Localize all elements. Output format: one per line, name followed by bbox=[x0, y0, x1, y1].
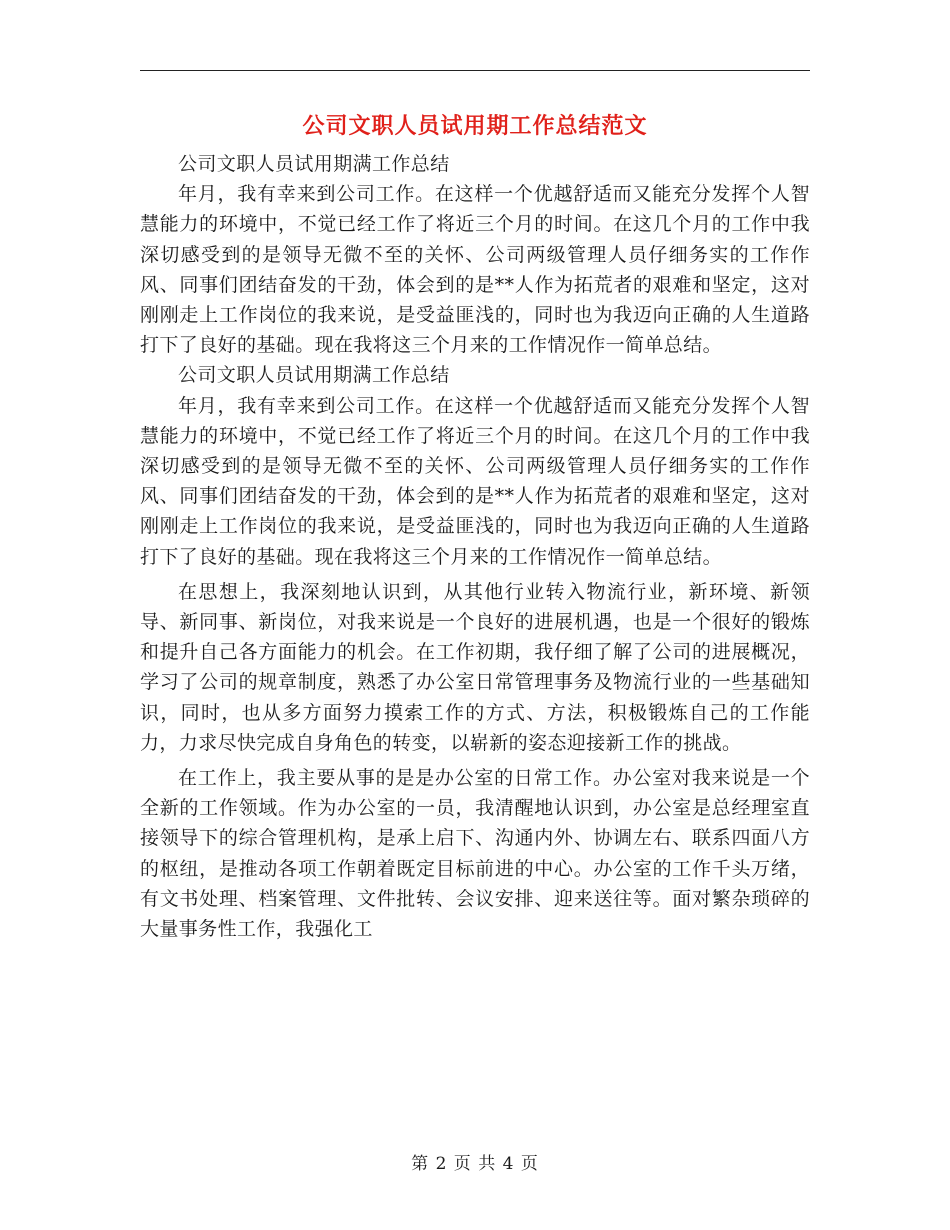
page-footer bbox=[0, 1152, 950, 1176]
paragraph-heading: 公司文职人员试用期满工作总结 bbox=[178, 364, 450, 387]
paragraph: 在工作上，我主要从事的是是办公室的日常工作。办公室对我来说是一个全新的工作领域。作为办公室的一员，我清醒地认识到，办公室是总经理室直接领导下的综合管理机构，是承上启下、沟通内外、协调左右、联系四面八方的枢纽，是推动各项工作朝着既定目标前进的中心。办公室的工作千头万绪，有文书处理、档案管理、文件批转、会议安排、迎来送往等。面对繁杂琐碎的大量事务性工作，我强化工 bbox=[140, 767, 810, 941]
header-rule bbox=[140, 70, 810, 71]
paragraph: 年月，我有幸来到公司工作。在这样一个优越舒适而又能充分发挥个人智慧能力的环境中，不觉已经工作了将近三个月的时间。在这几个月的工作中我深切感受到的是领导无微不至的关怀、公司两级管理人员仔细务实的工作作风、同事们团结奋发的干劲，体会到的是**人作为拓荒者的艰难和坚定，这对刚刚走上工作岗位的我来说，是受益匪浅的，同时也为我迈向正确的人生道路打下了良好的基础。现在我将这三个月来的工作情况作一简单总结。 bbox=[140, 394, 810, 568]
paragraph: 年月，我有幸来到公司工作。在这样一个优越舒适而又能充分发挥个人智慧能力的环境中，不觉已经工作了将近三个月的时间。在这几个月的工作中我深切感受到的是领导无微不至的关怀、公司两级管理人员仔细务实的工作作风、同事们团结奋发的干劲，体会到的是**人作为拓荒者的艰难和坚定，这对刚刚走上工作岗位的我来说，是受益匪浅的，同时也为我迈向正确的人生道路打下了良好的基础。现在我将这三个月来的工作情况作一简单总结。 bbox=[140, 183, 810, 357]
document-body bbox=[140, 149, 810, 944]
document-title: 公司文职人员试用期工作总结范文 bbox=[302, 113, 648, 139]
paragraph-heading: 公司文职人员试用期满工作总结 bbox=[178, 153, 450, 175]
footer-page-number: 2 bbox=[435, 1154, 448, 1174]
footer-prefix: 第 bbox=[411, 1154, 430, 1174]
footer-middle: 页 共 bbox=[453, 1154, 497, 1174]
paragraph: 在思想上，我深刻地认识到，从其他行业转入物流行业，新环境、新领导、新同事、新岗位，对我来说是一个良好的进展机遇，也是一个很好的锻炼和提升自己各方面能力的机会。在工作初期，我仔细了解了公司的进展概况，学习了公司的规章制度，熟悉了办公室日常管理事务及物流行业的一些基础知识，同时，也从多方面努力摸索工作的方式、方法，积极锻炼自己的工作能力，力求尽快完成自身角色的转变，以崭新的姿态迎接新工作的挑战。 bbox=[140, 580, 810, 754]
footer-total-pages: 4 bbox=[502, 1154, 515, 1174]
footer-suffix: 页 bbox=[520, 1154, 539, 1174]
